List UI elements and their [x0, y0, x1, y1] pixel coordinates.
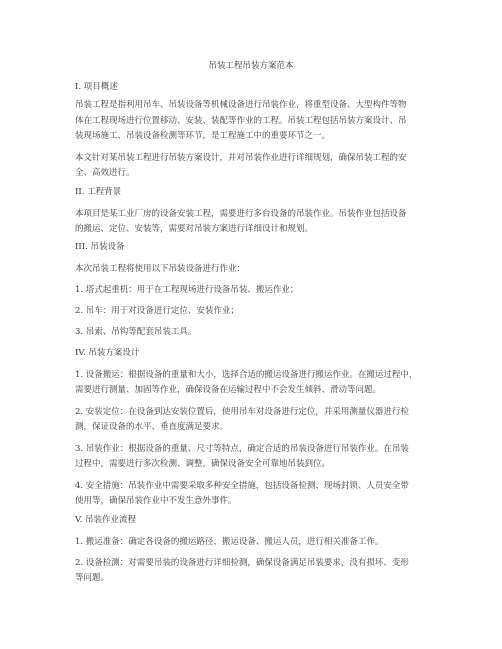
list-item: 4. 安全措施：吊装作业中需要采取多种安全措施，包括设备检测、现场封锁、人员安全带 — [75, 481, 409, 491]
section-heading-background: II. 工程背景 — [75, 187, 122, 197]
list-item: 2. 设备检测：对需要吊装的设备进行详细检测，确保设备满足吊装要求，没有损坏、变形 — [75, 558, 409, 568]
paragraph-line: 装现场施工、吊装设备检测等环节，是工程施工中的重要环节之一。 — [75, 131, 331, 141]
list-item: 1. 设备搬运：根据设备的重量和大小，选择合适的搬运设备进行搬运作业。在搬运过程中， — [75, 370, 418, 380]
section-heading-equipment: III. 吊装设备 — [75, 242, 125, 252]
list-item: 3. 吊索、吊钩等配套吊装工具。 — [75, 327, 197, 337]
paragraph-line: 本文针对某吊装工程进行吊装方案设计，并对吊装作业进行详细规划，确保吊装工程的安 — [75, 153, 407, 163]
list-item: 2. 安装定位：在设备到达安装位置后，使用吊车对设备进行定位，并采用测量仪器进行检 — [75, 407, 409, 417]
section-heading-workflow: V. 吊装作业流程 — [75, 515, 137, 525]
section-heading-plan-design: IV. 吊装方案设计 — [75, 348, 140, 358]
list-item: 2. 吊车：用于对设备进行定位、安装作业； — [75, 306, 239, 316]
paragraph-line: 测，保证设备的水平、垂直度满足要求。 — [75, 422, 229, 432]
paragraph-line: 使用等，确保吊装作业中不发生意外事件。 — [75, 496, 237, 506]
paragraph-line: 本次吊装工程将使用以下吊装设备进行作业： — [75, 264, 246, 274]
paragraph-line: 体在工程现场进行位置移动、安装、装配等作业的工程。吊装工程包括吊装方案设计、吊 — [75, 116, 407, 126]
paragraph-line: 过程中，需要进行多次检测、调整，确保设备安全可靠地吊装到位。 — [75, 459, 331, 469]
paragraph-line: 吊装工程是指利用吊车、吊装设备等机械设备进行吊装作业，将重型设备、大型构件等物 — [75, 100, 407, 110]
paragraph-line: 的搬运、定位、安装等，需要对吊装方案进行详细设计和规划。 — [75, 224, 314, 234]
paragraph-line: 需要进行测量、加固等作业，确保设备在运输过程中不会发生倾斜、滑动等问题。 — [75, 385, 382, 395]
section-heading-overview: I. 项目概述 — [75, 82, 118, 92]
list-item: 1. 搬运准备：确定各设备的搬运路径、搬运设备、搬运人员，进行相关准备工作。 — [75, 537, 384, 547]
list-item: 1. 塔式起重机：用于在工程现场进行设备吊装、搬运作业； — [75, 285, 299, 295]
paragraph-line: 全、高效进行。 — [75, 168, 135, 178]
paragraph-line: 等问题。 — [75, 573, 110, 583]
document-title: 吊装工程吊装方案范本 — [208, 61, 294, 71]
list-item: 3. 吊装作业：根据设备的重量、尺寸等特点，确定合适的吊装设备进行吊装作业。在吊装 — [75, 444, 409, 454]
paragraph-line: 本项目是某工业厂房的设备安装工程，需要进行多台设备的吊装作业。吊装作业包括设备 — [75, 209, 407, 219]
